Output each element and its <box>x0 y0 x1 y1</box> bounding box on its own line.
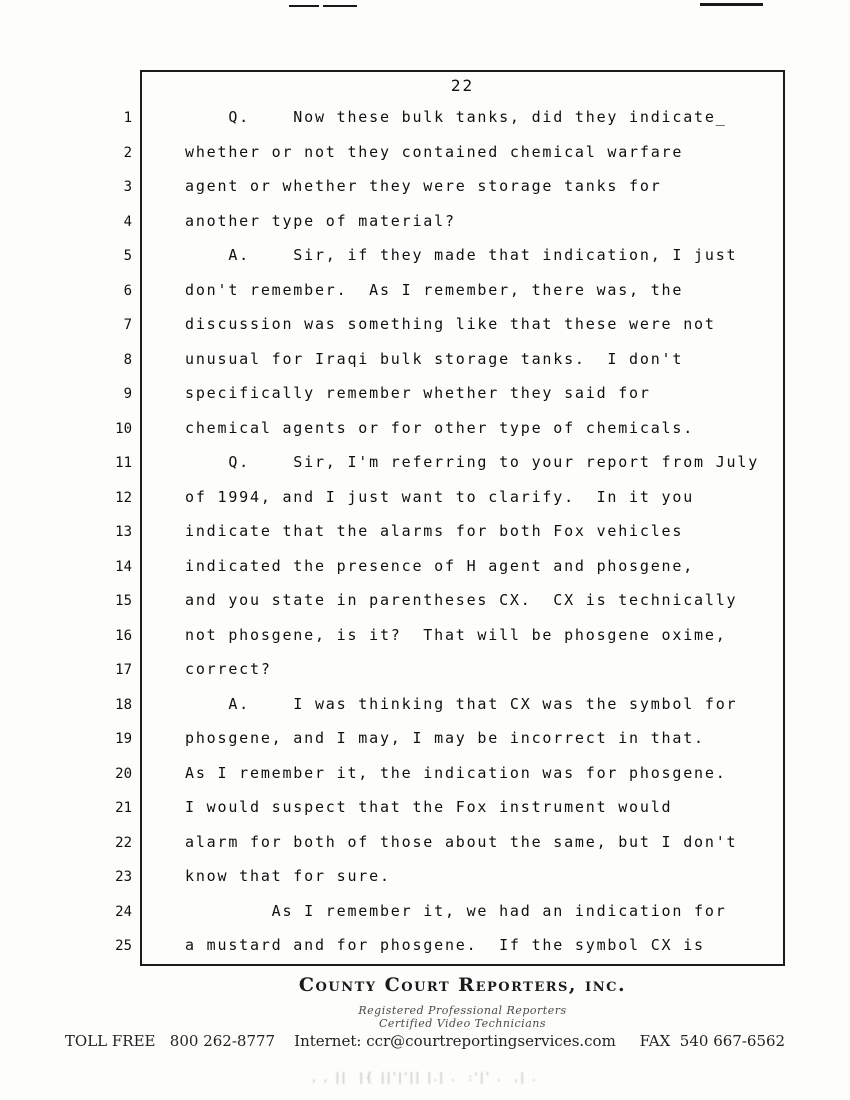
line-text: I would suspect that the Fox instrument would <box>185 798 673 816</box>
transcript-line <box>100 687 820 722</box>
line-text: chemical agents or for other type of chemicals. <box>185 418 695 437</box>
line-text: correct? <box>185 660 272 678</box>
scan-artifact <box>289 5 319 7</box>
transcript-line <box>100 514 820 549</box>
line-text: A. I was thinking that CX was the symbol for <box>185 694 738 713</box>
transcript-line <box>100 376 820 411</box>
transcript-line <box>100 928 820 963</box>
transcript-line <box>100 859 820 894</box>
line-number: 1 <box>123 110 132 126</box>
line-text: alarm for both of those about the same, but I don't <box>185 832 738 851</box>
transcript-line <box>100 273 820 308</box>
line-text: Q. Now these bulk tanks, did they indicate_ <box>185 108 727 126</box>
scan-artifact <box>323 5 357 7</box>
footer-tagline-registered: Registered Professional Reporters <box>358 1004 567 1017</box>
transcript-line <box>100 894 820 929</box>
line-number: 25 <box>115 938 132 954</box>
line-number: 24 <box>115 903 132 920</box>
line-number: 15 <box>115 593 132 609</box>
line-text: know that for sure. <box>185 867 391 885</box>
footer-contact-line: TOLL FREE 800 262-8777 Internet: ccr@courtreportingservices.com FAX 540 667-6562 <box>64 1032 786 1050</box>
line-number: 22 <box>115 834 132 851</box>
footer-tagline-certified: Certified Video Technicians <box>378 1017 546 1030</box>
transcript-line <box>100 480 820 515</box>
line-text: don't remember. As I remember, there was, the <box>185 280 684 299</box>
transcript-line <box>100 100 820 135</box>
line-number: 17 <box>115 662 132 678</box>
reporter-company-name: County Court Reporters, inc. <box>298 974 627 996</box>
line-text: a mustard and for phosgene. If the symbol CX is <box>185 936 705 954</box>
line-text: of 1994, and I just want to clarify. In it you <box>185 487 695 506</box>
line-number: 13 <box>115 524 132 540</box>
line-number: 10 <box>115 420 132 437</box>
transcript-line <box>100 342 820 377</box>
line-number: 20 <box>115 765 132 782</box>
line-text: agent or whether they were storage tanks for <box>185 177 662 195</box>
line-number: 3 <box>123 179 132 195</box>
line-text: phosgene, and I may, I may be incorrect in that. <box>185 729 705 747</box>
transcript-line <box>100 411 820 446</box>
line-number: 14 <box>115 558 132 575</box>
line-text: specifically remember whether they said for <box>185 384 651 402</box>
scan-artifact <box>700 3 763 6</box>
page-number: 22 <box>450 76 475 95</box>
transcript-lines <box>100 100 820 963</box>
transcript-line <box>100 583 820 618</box>
transcript-line <box>100 721 820 756</box>
line-text: A. Sir, if they made that indication, I just <box>185 246 738 264</box>
line-text: indicated the presence of H agent and phosgene, <box>185 556 695 575</box>
line-number: 6 <box>123 282 132 299</box>
transcript-line <box>100 135 820 170</box>
transcript-line <box>100 790 820 825</box>
line-number: 23 <box>115 869 132 885</box>
line-number: 11 <box>115 455 132 471</box>
transcript-line <box>100 756 820 791</box>
line-text: Q. Sir, I'm referring to your report from July <box>185 453 760 471</box>
line-number: 2 <box>123 144 132 161</box>
transcript-line <box>100 549 820 584</box>
line-number: 8 <box>123 351 132 368</box>
line-text: not phosgene, is it? That will be phosgene oxime, <box>185 625 727 644</box>
line-text: and you state in parentheses CX. CX is technically <box>185 591 738 609</box>
line-number: 19 <box>115 731 132 747</box>
line-text: another type of material? <box>185 211 456 230</box>
transcript-line <box>100 238 820 273</box>
line-text: discussion was something like that these were not <box>185 315 716 333</box>
transcript-line <box>100 204 820 239</box>
footer-illegible-marks: , , || |{ ||'|'|| |.| . :'|' . ,| . <box>312 1070 538 1084</box>
transcript-line <box>100 445 820 480</box>
transcript-line <box>100 618 820 653</box>
line-text: indicate that the alarms for both Fox vehicles <box>185 522 684 540</box>
line-text: unusual for Iraqi bulk storage tanks. I don't <box>185 349 684 368</box>
transcript-line <box>100 169 820 204</box>
line-number: 7 <box>123 317 132 333</box>
line-number: 5 <box>123 248 132 264</box>
line-text: whether or not they contained chemical warfare <box>185 142 684 161</box>
line-number: 18 <box>115 696 132 713</box>
line-text: As I remember it, the indication was for phosgene. <box>185 763 727 782</box>
line-number: 9 <box>123 386 132 402</box>
line-number: 16 <box>115 627 132 644</box>
transcript-line <box>100 652 820 687</box>
transcript-line <box>100 825 820 860</box>
line-number: 4 <box>123 213 132 230</box>
line-text: As I remember it, we had an indication for <box>185 901 727 920</box>
transcript-line <box>100 307 820 342</box>
line-number: 12 <box>115 489 132 506</box>
line-number: 21 <box>115 800 132 816</box>
